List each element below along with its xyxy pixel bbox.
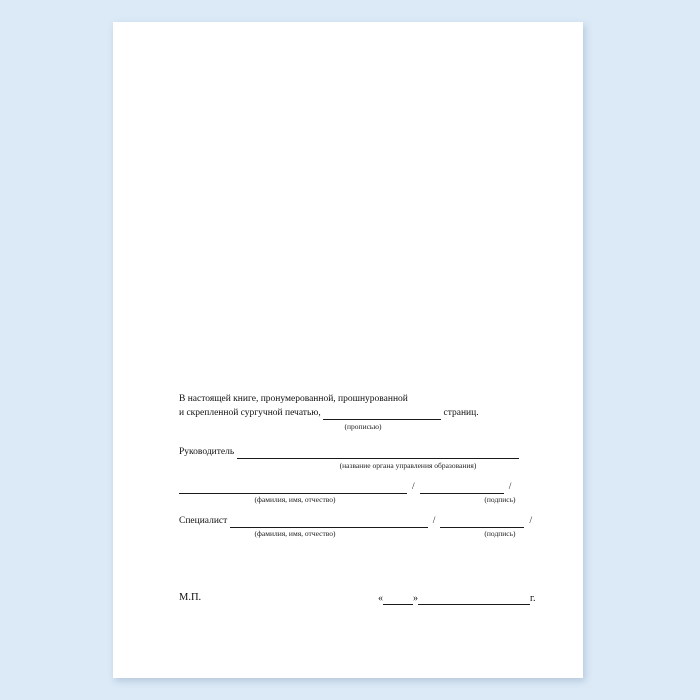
manager-slash-2: / bbox=[508, 482, 512, 492]
document-body bbox=[113, 22, 583, 678]
specialist-slash-1: / bbox=[432, 516, 436, 526]
document-sheet bbox=[113, 22, 583, 678]
intro-line-2-prefix: и скрепленной сургучной печатью, bbox=[179, 408, 321, 418]
caption-specialist-fio: (фамилия, имя, отчество) bbox=[254, 529, 336, 538]
manager-slash-1: / bbox=[412, 482, 415, 492]
date-day-blank[interactable] bbox=[383, 594, 413, 605]
caption-propisyu: (прописью) bbox=[344, 422, 382, 431]
pages-count-blank[interactable] bbox=[323, 409, 441, 420]
date-year-suffix: г. bbox=[530, 593, 536, 604]
specialist-label: Специалист bbox=[179, 516, 228, 526]
date-row bbox=[378, 592, 535, 605]
caption-organ-name: (название органа управления образования) bbox=[339, 461, 477, 470]
caption-specialist-signature: (подпись) bbox=[484, 529, 516, 538]
intro-paragraph bbox=[179, 392, 559, 420]
intro-line-1: В настоящей книге, пронумерованной, прошнурованной bbox=[179, 394, 408, 404]
date-month-blank[interactable] bbox=[418, 594, 494, 605]
manager-row bbox=[179, 446, 519, 459]
date-year-blank[interactable] bbox=[494, 594, 530, 605]
manager-label: Руководитель bbox=[179, 447, 235, 457]
specialist-slash-2: / bbox=[529, 516, 533, 526]
date-quote-open: « bbox=[378, 593, 383, 604]
stamp-label: М.П. bbox=[179, 592, 202, 603]
caption-manager-signature: (подпись) bbox=[484, 495, 516, 504]
date-quote-close: » bbox=[413, 593, 418, 604]
caption-manager-fio: (фамилия, имя, отчество) bbox=[254, 495, 336, 504]
intro-line-2-suffix: страниц. bbox=[443, 408, 479, 418]
manager-organ-blank[interactable] bbox=[237, 448, 519, 459]
